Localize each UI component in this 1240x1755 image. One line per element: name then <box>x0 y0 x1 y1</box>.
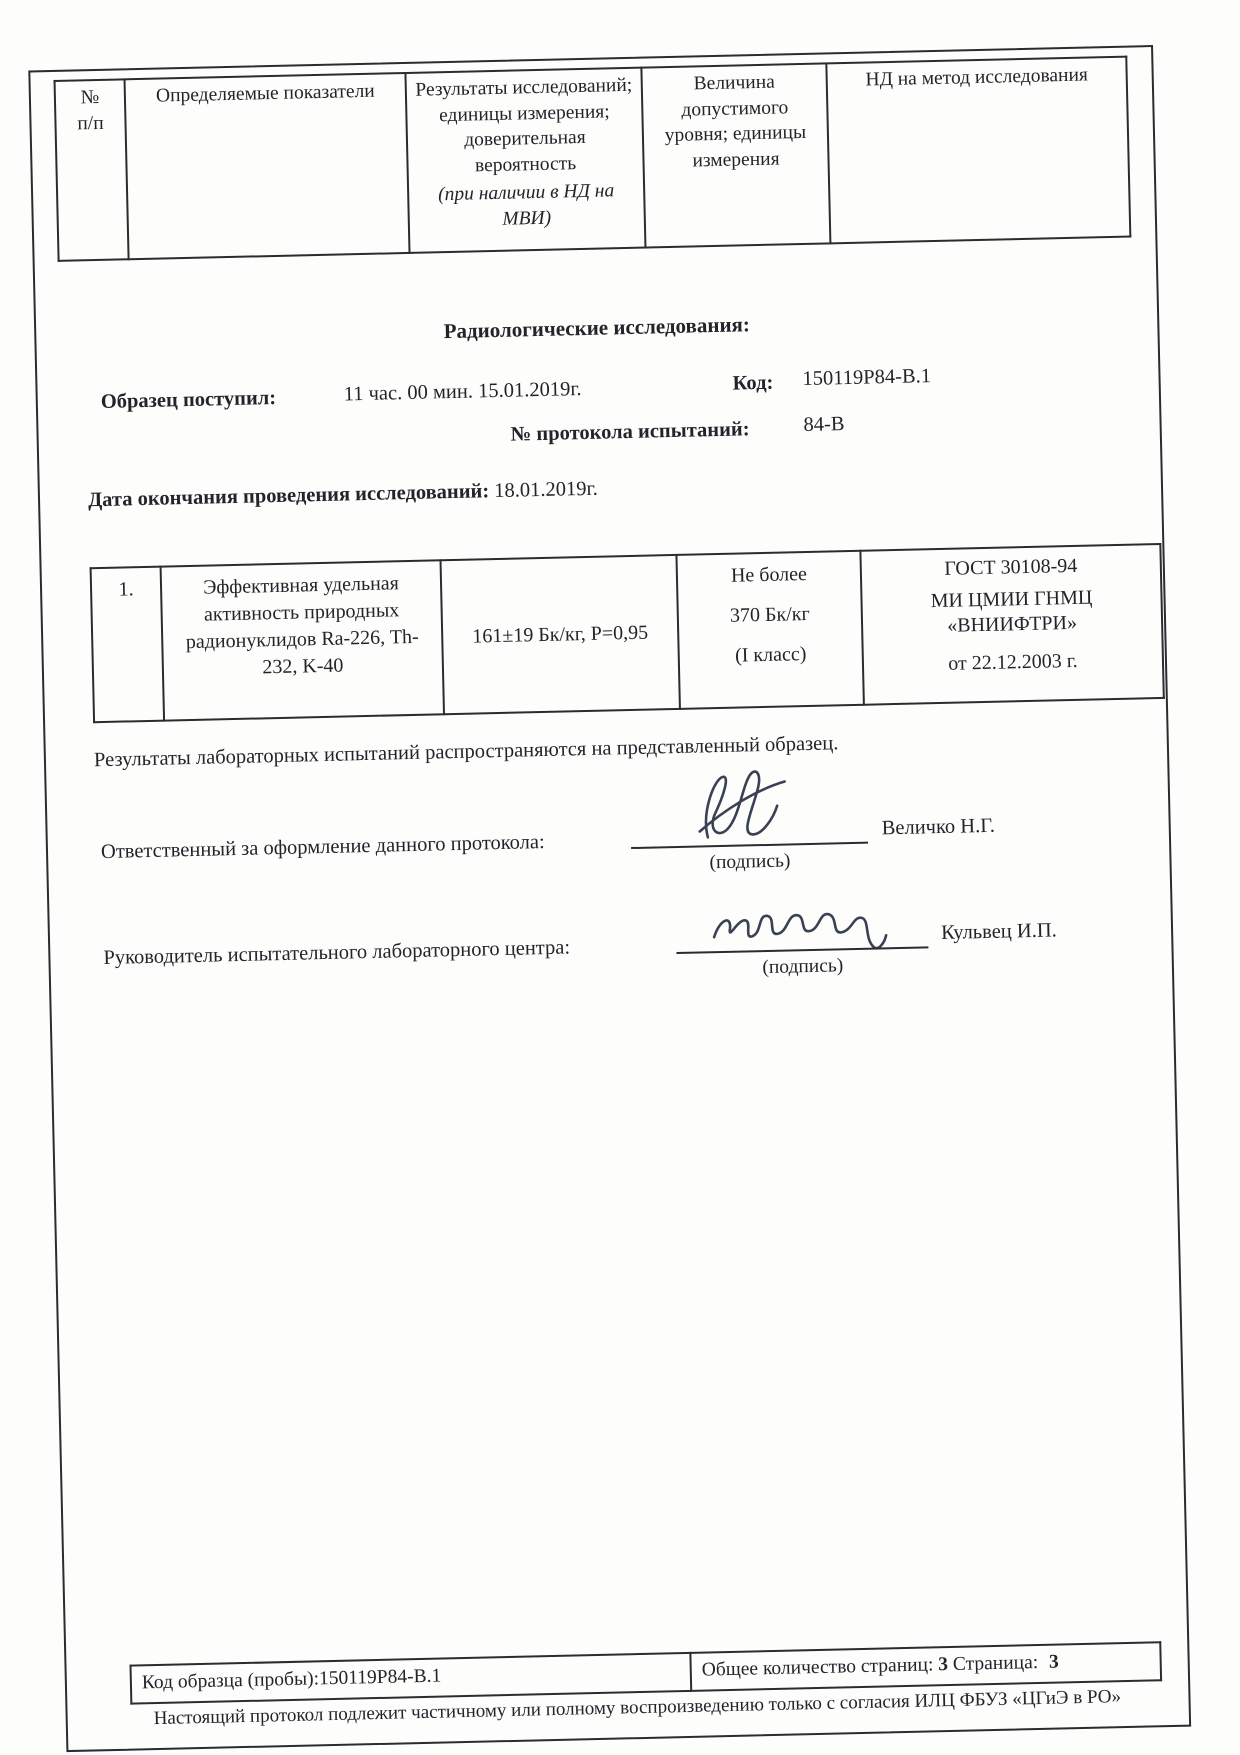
header-number-line2: п/п <box>77 112 104 135</box>
sample-received-label: Образец поступил: <box>100 386 277 413</box>
footer-total-pages-label: Общее количество страниц: <box>701 1654 934 1681</box>
end-date-value: 18.01.2019г. <box>494 477 599 503</box>
header-cell-method <box>826 57 1130 244</box>
limit-line-2: 370 Бк/кг <box>729 602 810 627</box>
header-number-line1: № <box>80 86 100 109</box>
footer-total-pages-value: 3 <box>938 1654 949 1676</box>
result-method-cell <box>860 544 1163 705</box>
footer-page-number: 3 <box>1048 1651 1060 1673</box>
page-frame <box>28 45 1191 1752</box>
result-indicator-cell: Эффективная удельная активность природных радионуклидов Ra-226, Th-232, K-40 <box>161 560 444 720</box>
sample-received-value: 11 час. 00 мин. 15.01.2019г. <box>343 378 582 406</box>
header-cell-limit <box>641 63 830 247</box>
head-signature-caption: (подпись) <box>762 955 844 979</box>
result-number-cell: 1. <box>91 567 164 723</box>
method-line-3: от 22.12.2003 г. <box>948 649 1078 675</box>
header-table <box>54 56 1132 262</box>
header-method-label: НД на метод исследования <box>865 64 1089 91</box>
responsible-label: Ответственный за оформление данного протокола: <box>100 831 545 864</box>
code-value: 150119Р84-В.1 <box>802 365 932 391</box>
head-name: Кульвец И.П. <box>940 919 1057 945</box>
limit-line-1: Не более <box>730 562 808 587</box>
header-cell-results <box>405 68 645 253</box>
limit-line-3: (I класс) <box>734 643 807 667</box>
responsible-signature-caption: (подпись) <box>709 850 791 874</box>
head-label: Руководитель испытательного лабораторного центра: <box>103 936 571 970</box>
protocol-number-value: 84-В <box>803 413 845 437</box>
method-line-1: ГОСТ 30108-94 <box>944 554 1078 580</box>
header-table-row <box>55 57 1131 261</box>
header-limit-label: Величина допустимого уровня; единицы измерения <box>664 71 807 172</box>
footer-sample-code-cell: Код образца (пробы):150119Р84-В.1 <box>131 1653 692 1704</box>
reproduction-notice: Настоящий протокол подлежит частичному или полному воспроизведению только с согласия ИЛЦ ФБУЗ «ЦГиЭ в РО» <box>153 1686 1122 1730</box>
header-results-label: Результаты исследований; единицы измерения; доверительная вероятность <box>415 74 633 177</box>
results-table <box>90 543 1165 723</box>
section-title: Радиологические исследования: <box>443 312 751 344</box>
header-indicators-label: Определяемые показатели <box>155 80 375 107</box>
responsible-signature-image <box>692 765 809 852</box>
scanned-protocol-page <box>28 45 1191 1752</box>
header-cell-indicators <box>125 73 410 259</box>
result-limit-cell <box>676 551 863 709</box>
method-line-2: МИ ЦМИИ ГНМЦ «ВНИИФТРИ» <box>930 586 1093 637</box>
end-date-label: Дата окончания проведения исследований: <box>87 480 490 512</box>
code-label: Код: <box>732 371 774 395</box>
result-value-cell: 161±19 Бк/кг, Р=0,95 <box>441 555 680 714</box>
header-results-note: (при наличии в НД на МВИ) <box>437 180 615 230</box>
footer-page-label: Страница: <box>952 1652 1039 1675</box>
results-row <box>91 544 1164 722</box>
protocol-number-label: № протокола испытаний: <box>510 418 750 446</box>
scope-statement: Результаты лабораторных испытаний распространяются на представленный образец. <box>93 732 839 772</box>
header-cell-number <box>55 79 129 261</box>
responsible-name: Величко Н.Г. <box>881 814 996 840</box>
